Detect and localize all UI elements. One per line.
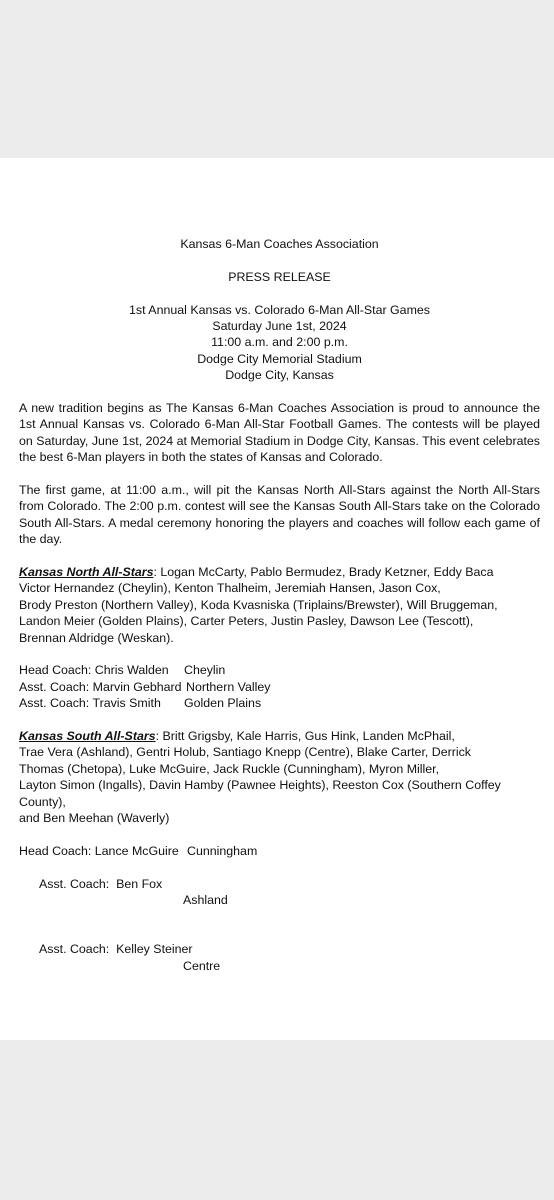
north-coaches (19, 662, 540, 711)
south-roster-line: : Britt Grigsby, Kale Harris, Gus Hink, Landen McPhail, (155, 729, 455, 744)
south-roster-line: Layton Simon (Ingalls), Davin Hamby (Pawnee Heights), Reeston Cox (Southern Coffey (19, 778, 501, 793)
coach-row (19, 662, 540, 678)
coach-role: Head Coach: Lance McGuire (19, 843, 179, 858)
intro-paragraph: A new tradition begins as The Kansas 6-Man Coaches Association is proud to announce the 1st Annual Kansas vs. Colorado 6-Man All-Star Football Games. The contests will be played on Saturday, June 1st, 2024 at Memorial Stadium in Dodge City, Kansas. This event celebrates the best 6-Man players in both the states of Kansas and Colorado. (19, 401, 540, 465)
coach-school: Centre (183, 958, 221, 973)
coach-row (19, 679, 540, 695)
event-times: 11:00 a.m. and 2:00 p.m. (211, 335, 348, 350)
coach-school: Northern Valley (186, 679, 271, 694)
coach-role: Asst. Coach: Kelley Steiner (38, 942, 193, 957)
event-title: 1st Annual Kansas vs. Colorado 6-Man All-Star Games (129, 302, 430, 317)
north-roster-line: Brody Preston (Northern Valley), Koda Kvasniska (Triplains/Brewster), Will Bruggeman, (19, 597, 498, 612)
event-venue: Dodge City Memorial Stadium (197, 351, 362, 366)
south-roster (19, 728, 540, 826)
north-roster-line: Landon Meier (Golden Plains), Carter Peters, Justin Pasley, Dawson Lee (Tescott), (19, 614, 474, 629)
north-roster-line: Brennan Aldridge (Weskan). (19, 630, 174, 645)
south-coaches (19, 843, 540, 991)
coach-role: Asst. Coach: Ben Fox (38, 876, 163, 891)
coach-school: Cheylin (184, 663, 226, 678)
release-label: PRESS RELEASE (228, 269, 331, 284)
coach-role: Head Coach: Chris Walden (19, 663, 169, 678)
coach-row (19, 695, 540, 711)
coach-school: Ashland (183, 893, 228, 908)
press-release-page (0, 158, 554, 1040)
coach-role: Asst. Coach: Marvin Gebhard (19, 679, 182, 694)
org-name: Kansas 6-Man Coaches Association (180, 237, 379, 251)
north-roster-line: Victor Hernandez (Cheylin), Kenton Thalheim, Jeremiah Hansen, Jason Cox, (19, 581, 441, 596)
south-roster-line: Trae Vera (Ashland), Gentri Holub, Santiago Knepp (Centre), Blake Carter, Derrick (19, 745, 472, 760)
north-roster-line: : Logan McCarty, Pablo Bermudez, Brady Ketzner, Eddy Baca (153, 565, 494, 580)
header-block (19, 236, 540, 384)
coach-school: Cunningham (187, 843, 258, 858)
event-location: Dodge City, Kansas (225, 368, 334, 383)
north-team-label: Kansas North All-Stars (19, 565, 154, 580)
south-roster-line: Thomas (Chetopa), Luke McGuire, Jack Ruckle (Cunningham), Myron Miller, (19, 761, 440, 776)
north-roster (19, 564, 540, 646)
south-team-label: Kansas South All-Stars (19, 729, 156, 744)
south-roster-line: County), (19, 794, 66, 809)
south-roster-line: and Ben Meehan (Waverly) (19, 811, 170, 826)
coach-school: Golden Plains (184, 696, 262, 711)
event-date: Saturday June 1st, 2024 (212, 319, 347, 333)
coach-row (19, 843, 540, 859)
coach-role: Asst. Coach: Travis Smith (19, 696, 161, 711)
coach-row (19, 859, 540, 925)
coach-row (19, 925, 540, 991)
schedule-paragraph: The first game, at 11:00 a.m., will pit the Kansas North All-Stars against the North All-Stars from Colorado. The 2:00 p.m. contest will see the Kansas South All-Stars take on the Colorado South All-Stars. A medal ceremony honoring the players and coaches will follow each game of the day. (19, 483, 540, 547)
